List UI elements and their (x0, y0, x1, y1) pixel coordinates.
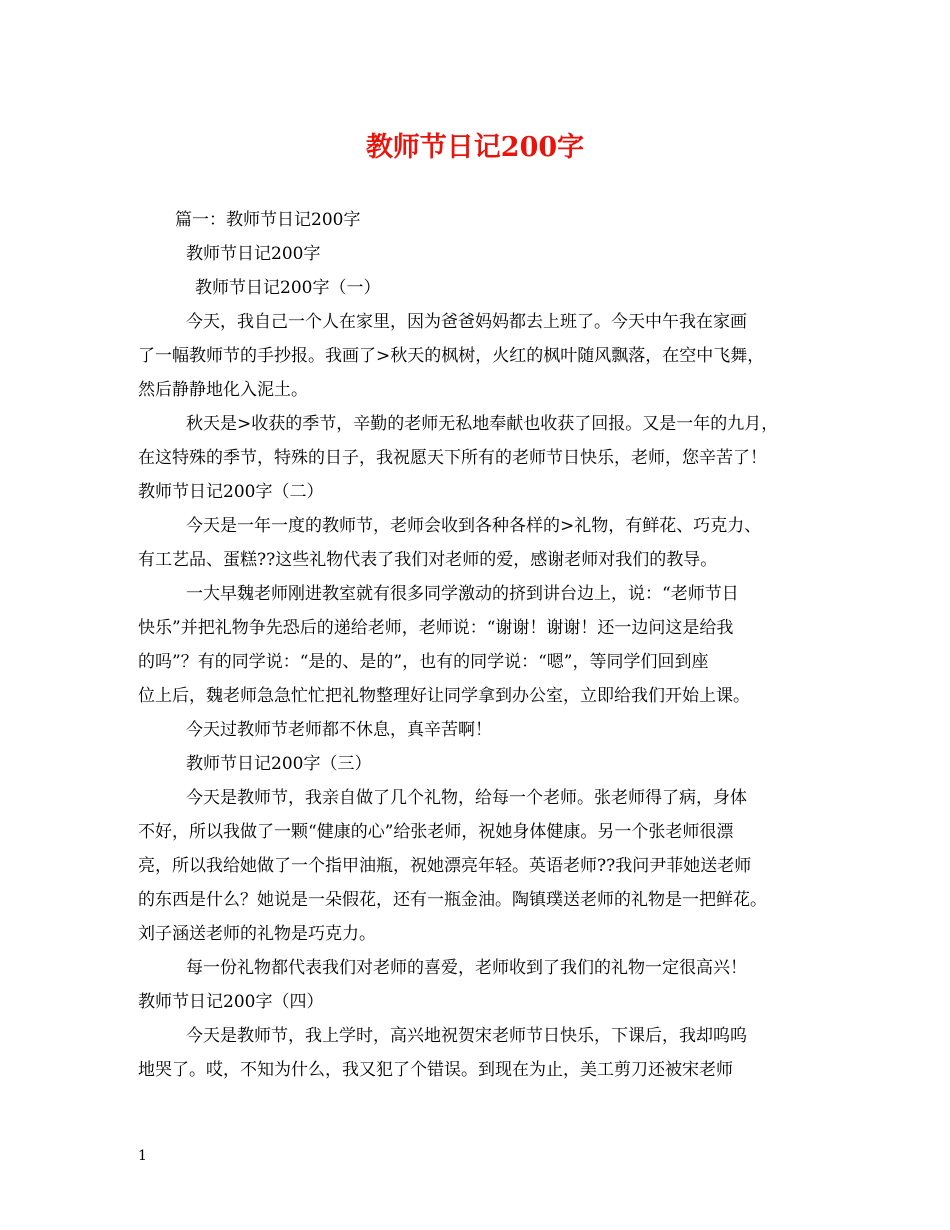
subheading: 教师节日记200字（三） (186, 754, 372, 774)
subheading: 教师节日记200字 (186, 244, 321, 264)
paragraph-line: 一大早魏老师刚进教室就有很多同学激动的挤到讲台边上，说：“老师节日 (186, 584, 739, 604)
paragraph-line: 快乐”并把礼物争先恐后的递给老师，老师说：“谢谢！谢谢！还一边问这是给我 (138, 618, 734, 638)
paragraph-line: 地哭了。哎，不知为什么，我又犯了个错误。到现在为止，美工剪刀还被宋老师 (138, 1060, 733, 1080)
paragraph-line: 亮，所以我给她做了一个指甲油瓶，祝她漂亮年轻。英语老师??我问尹菲她送老师 (138, 856, 752, 876)
subheading: 教师节日记200字（四） (138, 992, 324, 1012)
paragraph-line: 今天是教师节，我上学时，高兴地祝贺宋老师节日快乐，下课后，我却呜呜 (186, 1026, 747, 1046)
document-title: 教师节日记200字 (365, 132, 585, 163)
document-body (138, 203, 828, 1087)
paragraph-line: 不好，所以我做了一颗“健康的心”给张老师，祝她身体健康。另一个张老师很漂 (138, 822, 734, 842)
paragraph-line: 今天是教师节，我亲自做了几个礼物，给每一个老师。张老师得了病，身体 (186, 788, 747, 808)
paragraph-line: 的东西是什么？她说是一朵假花，还有一瓶金油。陶镇璞送老师的礼物是一把鲜花。 (138, 890, 767, 910)
paragraph-line: 的吗”？有的同学说：“是的、是的”，也有的同学说：“嗯”，等同学们回到座 (138, 652, 709, 672)
paragraph-line: 然后静静地化入泥土。 (138, 380, 308, 400)
paragraph-line: 了一幅教师节的手抄报。我画了>秋天的枫树，火红的枫叶随风飘落，在空中飞舞， (138, 346, 765, 366)
paragraph-line: 今天过教师节老师都不休息，真辛苦啊！ (186, 720, 492, 740)
subheading: 教师节日记200字（二） (138, 482, 324, 502)
paragraph-line: 每一份礼物都代表我们对老师的喜爱，老师收到了我们的礼物一定很高兴！ (186, 958, 747, 978)
paragraph-line: 秋天是>收获的季节，辛勤的老师无私地奉献也收获了回报。又是一年的九月， (186, 414, 779, 434)
paragraph-line: 今天，我自己一个人在家里，因为爸爸妈妈都去上班了。今天中午我在家画 (186, 312, 747, 332)
paragraph-line: 今天是一年一度的教师节，老师会收到各种各样的>礼物，有鲜花、巧克力、 (186, 516, 762, 536)
section-heading: 篇一：教师节日记200字 (175, 210, 361, 230)
paragraph-line: 有工艺品、蛋糕??这些礼物代表了我们对老师的爱，感谢老师对我们的教导。 (138, 550, 718, 570)
paragraph-line: 在这特殊的季节，特殊的日子，我祝愿天下所有的老师节日快乐，老师，您辛苦了！ (138, 448, 767, 468)
page-number: 1 (138, 1148, 147, 1164)
subheading: 教师节日记200字（一） (195, 278, 381, 298)
paragraph-line: 位上后，魏老师急急忙忙把礼物整理好让同学拿到办公室，立即给我们开始上课。 (138, 686, 750, 706)
paragraph-line: 刘子涵送老师的礼物是巧克力。 (138, 924, 376, 944)
